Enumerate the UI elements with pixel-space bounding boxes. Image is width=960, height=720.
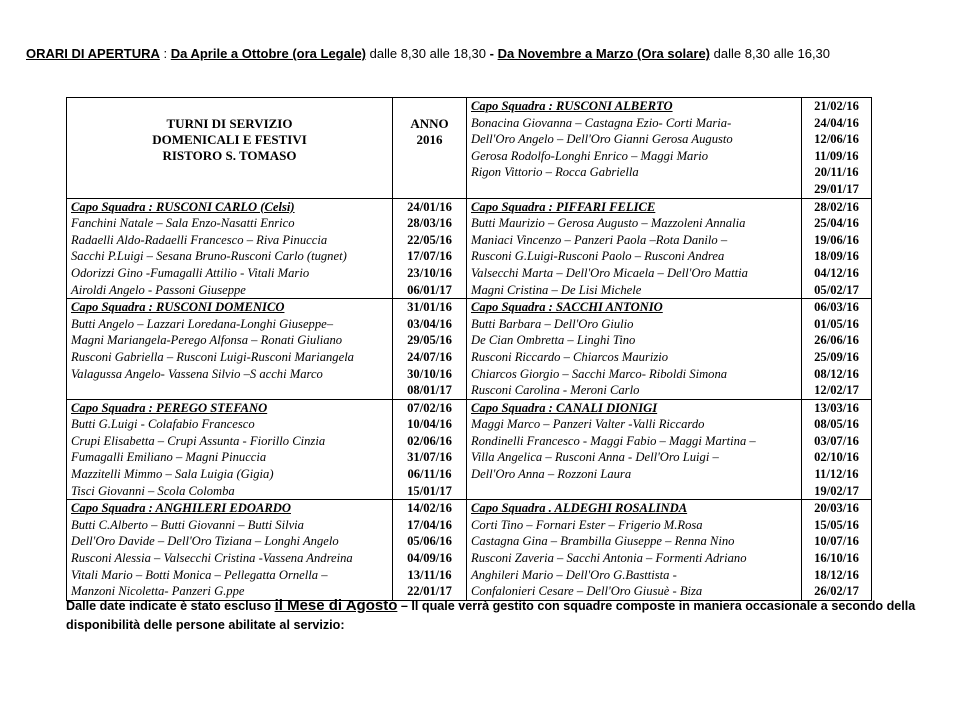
service-date: 20/03/16 <box>814 501 859 516</box>
service-date: 24/07/16 <box>407 349 452 364</box>
team-member-line: Tisci Giovanni – Scola Colomba <box>71 483 235 498</box>
opening-hours-header <box>26 46 936 61</box>
team-captain: Capo Squadra : RUSCONI DOMENICO <box>71 300 285 315</box>
team-dates-cell <box>393 299 467 400</box>
service-date: 12/02/17 <box>814 383 859 398</box>
team-member-line: Radaelli Aldo-Radaelli Francesco – Riva Pinuccia <box>71 232 328 247</box>
service-date: 02/10/16 <box>814 450 859 465</box>
team-captain: Capo Squadra : RUSCONI CARLO (Celsi) <box>71 199 295 214</box>
team-member-line: Maggi Marco – Panzeri Valter -Valli Riccardo <box>471 417 705 432</box>
service-date: 08/01/17 <box>407 383 452 398</box>
team-member-line: Airoldi Angelo - Passoni Giuseppe <box>71 282 246 297</box>
team-member-line: Maniaci Vincenzo – Panzeri Paola –Rota Danilo – <box>471 232 728 247</box>
service-date: 24/04/16 <box>814 115 859 130</box>
service-date: 10/04/16 <box>407 417 452 432</box>
service-date: 04/09/16 <box>407 551 452 566</box>
service-date: 18/12/16 <box>814 567 859 582</box>
service-date: 29/05/16 <box>407 333 452 348</box>
title-line-1: TURNI DI SERVIZIO <box>166 116 293 131</box>
service-date: 07/02/16 <box>407 400 452 415</box>
summer-period: Da Aprile a Ottobre (ora Legale) <box>170 46 367 61</box>
team-member-line: Anghileri Mario – Dell'Oro G.Basttista - <box>471 567 677 582</box>
team-member-line: Dell'Oro Angelo – Dell'Oro Gianni Gerosa Augusto <box>471 132 733 147</box>
service-date: 21/02/16 <box>814 99 859 113</box>
summer-hours: dalle 8,30 alle 18,30 <box>369 46 487 61</box>
service-date: 29/01/17 <box>814 181 859 196</box>
service-date: 15/01/17 <box>407 483 452 498</box>
team-dates-cell <box>802 198 872 299</box>
team-members-cell <box>67 399 393 500</box>
team-member-line: Magni Cristina – De Lisi Michele <box>471 282 642 297</box>
team-member-line: Fumagalli Emiliano – Magni Pinuccia <box>71 450 267 465</box>
august-exclusion-note <box>66 596 936 635</box>
service-date: 13/03/16 <box>814 400 859 415</box>
winter-period: Da Novembre a Marzo (Ora solare) <box>497 46 711 61</box>
service-date: 03/07/16 <box>814 433 859 448</box>
team-members-cell <box>67 299 393 400</box>
year-value: 2016 <box>416 132 443 147</box>
team-dates-cell <box>802 500 872 601</box>
team-member-line: Rigon Vittorio – Rocca Gabriella <box>471 165 639 180</box>
team-captain: Capo Squadra . ALDEGHI ROSALINDA <box>471 501 688 516</box>
team-member-line: Rusconi Riccardo – Chiarcos Maurizio <box>471 349 669 364</box>
team-member-line: Gerosa Rodolfo-Longhi Enrico – Maggi Mario <box>471 148 709 163</box>
service-date: 30/10/16 <box>407 366 452 381</box>
schedule-title-cell <box>67 98 393 199</box>
team-member-line: Butti G.Luigi - Colafabio Francesco <box>71 417 255 432</box>
title-line-2: DOMENICALI E FESTIVI <box>152 132 307 147</box>
service-date: 22/01/17 <box>407 584 452 599</box>
team-member-line: Confalonieri Cesare – Dell'Oro Giusuè - Biza <box>471 584 703 599</box>
team-dates-cell <box>393 198 467 299</box>
team-member-line: Rusconi Carolina - Meroni Carlo <box>471 383 640 398</box>
team-member-line: Bonacina Giovanna – Castagna Ezio- Corti Maria- <box>471 115 732 130</box>
service-date: 23/10/16 <box>407 265 452 280</box>
footer-text-end: – Il quale verrà gestito con squadre composte in maniera occasionale a secondo della disponibilità delle persone abilitate al servizio: <box>66 599 916 632</box>
service-date: 25/09/16 <box>814 349 859 364</box>
service-date: 01/05/16 <box>814 316 859 331</box>
team-member-line: Vitali Mario – Botti Monica – Pellegatta Ornella – <box>71 567 328 582</box>
header-dash: - <box>489 46 494 61</box>
service-schedule-table <box>66 97 872 601</box>
service-date: 06/03/16 <box>814 300 859 315</box>
service-date: 03/04/16 <box>407 316 452 331</box>
service-date: 11/12/16 <box>814 467 859 482</box>
service-date: 05/06/16 <box>407 534 452 549</box>
team-captain: Capo Squadra : PIFFARI FELICE <box>471 199 656 214</box>
team-members-cell <box>67 198 393 299</box>
service-date: 04/12/16 <box>814 265 859 280</box>
team-member-line: Fanchini Natale – Sala Enzo-Nasatti Enrico <box>71 216 295 231</box>
service-date: 26/02/17 <box>814 584 859 599</box>
service-date: 08/12/16 <box>814 366 859 381</box>
team-members-cell <box>467 399 802 500</box>
team-member-line: Butti Barbara – Dell'Oro Giulio <box>471 316 634 331</box>
team-member-line: Magni Mariangela-Perego Alfonsa – Ronati Giuliano <box>71 333 343 348</box>
service-date: 06/11/16 <box>407 467 452 482</box>
team-members-cell <box>67 500 393 601</box>
service-date: 31/07/16 <box>407 450 452 465</box>
team-captain: Capo Squadra : CANALI DIONIGI <box>471 400 658 415</box>
service-date: 13/11/16 <box>407 567 452 582</box>
team-dates-cell <box>393 399 467 500</box>
team-member-line: Rusconi G.Luigi-Rusconi Paolo – Rusconi Andrea <box>471 249 725 264</box>
service-date: 22/05/16 <box>407 232 452 247</box>
august-highlight: il Mese di Agosto <box>274 597 398 614</box>
schedule-row-5 <box>67 500 872 601</box>
team-member-line: Villa Angelica – Rusconi Anna - Dell'Oro Luigi – <box>471 450 719 465</box>
team-member-line: Rusconi Alessia – Valsecchi Cristina -Vassena Andreina <box>71 551 353 566</box>
team-dates-cell <box>393 500 467 601</box>
service-date: 31/01/16 <box>407 300 452 315</box>
team-member-line: Sacchi P.Luigi – Sesana Bruno-Rusconi Carlo (tugnet) <box>71 249 347 264</box>
team-member-line: Mazzitelli Mimmo – Sala Luigia (Gigia) <box>71 467 274 482</box>
service-date: 28/02/16 <box>814 199 859 214</box>
team-member-line: Chiarcos Giorgio – Sacchi Marco- Riboldi Simona <box>471 366 728 381</box>
service-date: 12/06/16 <box>814 132 859 147</box>
team-member-line: Butti Maurizio – Gerosa Augusto – Mazzoleni Annalia <box>471 216 746 231</box>
service-date: 25/04/16 <box>814 216 859 231</box>
service-date: 20/11/16 <box>814 165 859 180</box>
service-date: 02/06/16 <box>407 433 452 448</box>
team-dates-cell <box>802 299 872 400</box>
team-member-line: De Cian Ombretta – Linghi Tino <box>471 333 636 348</box>
team-member-line: Corti Tino – Fornari Ester – Frigerio M.Rosa <box>471 517 703 532</box>
service-date: 19/02/17 <box>814 483 859 498</box>
service-date: 08/05/16 <box>814 417 859 432</box>
team-member-line: Odorizzi Gino -Fumagalli Attilio - Vitali Mario <box>71 265 310 280</box>
team-member-line: Crupi Elisabetta – Crupi Assunta - Fiorillo Cinzia <box>71 433 326 448</box>
service-date: 10/07/16 <box>814 534 859 549</box>
team-members-cell <box>467 98 802 199</box>
team-members-cell <box>467 500 802 601</box>
header-separator: : <box>163 46 168 61</box>
service-date: 11/09/16 <box>814 148 859 163</box>
team-member-line: Valsecchi Marta – Dell'Oro Micaela – Dell'Oro Mattia <box>471 265 748 280</box>
year-cell <box>393 98 467 199</box>
team-member-line: Valagussa Angelo- Vassena Silvio –S acchi Marco <box>71 366 323 381</box>
service-date: 15/05/16 <box>814 517 859 532</box>
team-members-cell <box>467 198 802 299</box>
service-date: 28/03/16 <box>407 216 452 231</box>
team-captain: Capo Squadra : SACCHI ANTONIO <box>471 300 663 315</box>
team-captain: Capo Squadra : PEREGO STEFANO <box>71 400 268 415</box>
team-member-line: Butti C.Alberto – Butti Giovanni – Butti Silvia <box>71 517 304 532</box>
service-date: 19/06/16 <box>814 232 859 247</box>
year-label: ANNO <box>410 116 449 131</box>
schedule-row-2 <box>67 198 872 299</box>
opening-hours-label: ORARI DI APERTURA <box>26 46 160 61</box>
team-captain: Capo Squadra : ANGHILERI EDOARDO <box>71 501 291 516</box>
team-member-line: Manzoni Nicoletta- Panzeri G.ppe <box>71 584 245 599</box>
team-member-line: Dell'Oro Davide – Dell'Oro Tiziana – Longhi Angelo <box>71 534 339 549</box>
footer-text-start: Dalle date indicate è stato escluso <box>66 599 272 613</box>
team-captain: Capo Squadra : RUSCONI ALBERTO <box>471 99 673 113</box>
service-date: 24/01/16 <box>407 199 452 214</box>
schedule-row-3 <box>67 299 872 400</box>
service-date: 17/07/16 <box>407 249 452 264</box>
team-dates-cell <box>802 98 872 199</box>
team-member-line: Rondinelli Francesco - Maggi Fabio – Maggi Martina – <box>471 433 756 448</box>
team-dates-cell <box>802 399 872 500</box>
winter-hours: dalle 8,30 alle 16,30 <box>713 46 831 61</box>
title-line-3: RISTORO S. TOMASO <box>162 148 297 163</box>
service-date: 17/04/16 <box>407 517 452 532</box>
schedule-row-4 <box>67 399 872 500</box>
team-member-line: Dell'Oro Anna – Rozzoni Laura <box>471 467 632 482</box>
team-member-line: Butti Angelo – Lazzari Loredana-Longhi Giuseppe– <box>71 316 334 331</box>
service-date: 16/10/16 <box>814 551 859 566</box>
team-members-cell <box>467 299 802 400</box>
schedule-row-1 <box>67 98 872 199</box>
service-date: 06/01/17 <box>407 282 452 297</box>
service-date: 05/02/17 <box>814 282 859 297</box>
service-date: 18/09/16 <box>814 249 859 264</box>
team-member-line: Rusconi Zaveria – Sacchi Antonia – Formenti Adriano <box>471 551 747 566</box>
team-member-line: Rusconi Gabriella – Rusconi Luigi-Rusconi Mariangela <box>71 349 354 364</box>
service-date: 14/02/16 <box>407 501 452 516</box>
service-date: 26/06/16 <box>814 333 859 348</box>
team-member-line: Castagna Gina – Brambilla Giuseppe – Renna Nino <box>471 534 735 549</box>
